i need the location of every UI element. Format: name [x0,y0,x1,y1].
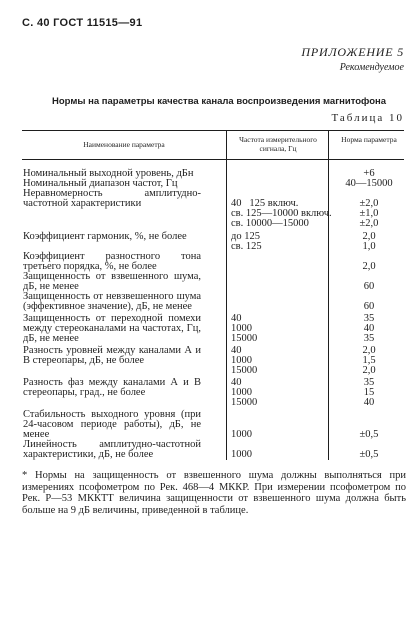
table-number: Таблица 10 [331,112,404,124]
row-2-freq: 40 125 включ. св. 125—10000 включ. св. 10000—15000 [231,198,332,229]
row-3-freq: до 125 св. 125 [231,231,262,252]
row-0-norm: +6 [363,168,375,179]
row-0-name: Номинальный выходной уровень, дБн [23,168,194,179]
row-10-freq: 1000 [231,429,252,440]
table-top-rule [22,130,404,131]
row-10-norm: ±0,5 [359,429,379,440]
appendix-label: ПРИЛОЖЕНИЕ 5 [301,45,404,59]
row-7-name: Защищенность от переходной помехи между стереоканалами на частотах, Гц, дБ, не менее [23,313,201,344]
column-header-norm: Норма параметра [341,135,397,144]
column-header-name: Наименование параметра [83,140,165,149]
row-6-norm: 60 [363,301,375,312]
row-5-name: Защищенность от взвешенного шума, дБ, не менее [23,271,201,292]
table-title: Нормы на параметры качества канала воспроизведения магнитофона [52,96,387,107]
row-3-norm: 2,0 1,0 [362,231,376,252]
page-header: С. 40 ГОСТ 11515—91 [22,17,143,29]
column-divider-1 [226,130,227,460]
row-4-name: Коэффициент разностного тона третьего порядка, %, не более [23,251,201,272]
row-2-name: Неравномерность амплитудно-частотной характеристики [23,188,201,209]
row-1-norm: 40—15000 [345,178,393,189]
column-divider-2 [328,130,329,460]
recommended-label: Рекомендуемое [339,62,404,73]
column-header-freq: Частота измерительного сигнала, Гц [239,135,317,153]
row-9-name: Разность фаз между каналами А и В стереопары, град., не более [23,377,201,398]
row-11-freq: 1000 [231,449,252,460]
row-10-name: Стабильность выходного уровня (при 24-часовом периоде работы), дБ, не менее [23,409,201,440]
row-11-norm: ±0,5 [359,449,379,460]
row-5-norm: 60 [363,281,375,292]
row-1-name: Номинальный диапазон частот, Гц [23,178,178,189]
row-3-name: Коэффициент гармоник, %, не более [23,231,187,242]
row-4-norm: 2,0 [362,261,376,272]
row-9-norm: 35 15 40 [363,377,375,408]
row-2-norm: ±2,0 ±1,0 ±2,0 [359,198,379,229]
row-8-name: Разность уровней между каналами А и В стереопары, дБ, не более [23,345,201,366]
table-header-rule [22,159,404,160]
row-8-norm: 2,0 1,5 2,0 [362,345,376,376]
row-9-freq: 40 1000 15000 [231,377,258,408]
row-11-name: Линейность амплитудно-частотной характеристики, дБ, не более [23,439,201,460]
row-8-freq: 40 1000 15000 [231,345,258,376]
row-7-freq: 40 1000 15000 [231,313,258,344]
table-footnote: * Нормы на защищенность от взвешенного шума должны выполняться при измерениях псофометром по Рек. 468—4 МККР. При измерении псофометром по Рек. Р—53 МККТТ величина защищенности от взвешенного шума должна быть больше на 9 дБ величины, приведенной в таблице. [22,470,406,516]
row-6-name: Защищенность от невзвешенного шума (эффективное значение), дБ, не менее [23,291,201,312]
row-7-norm: 35 40 35 [363,313,375,344]
